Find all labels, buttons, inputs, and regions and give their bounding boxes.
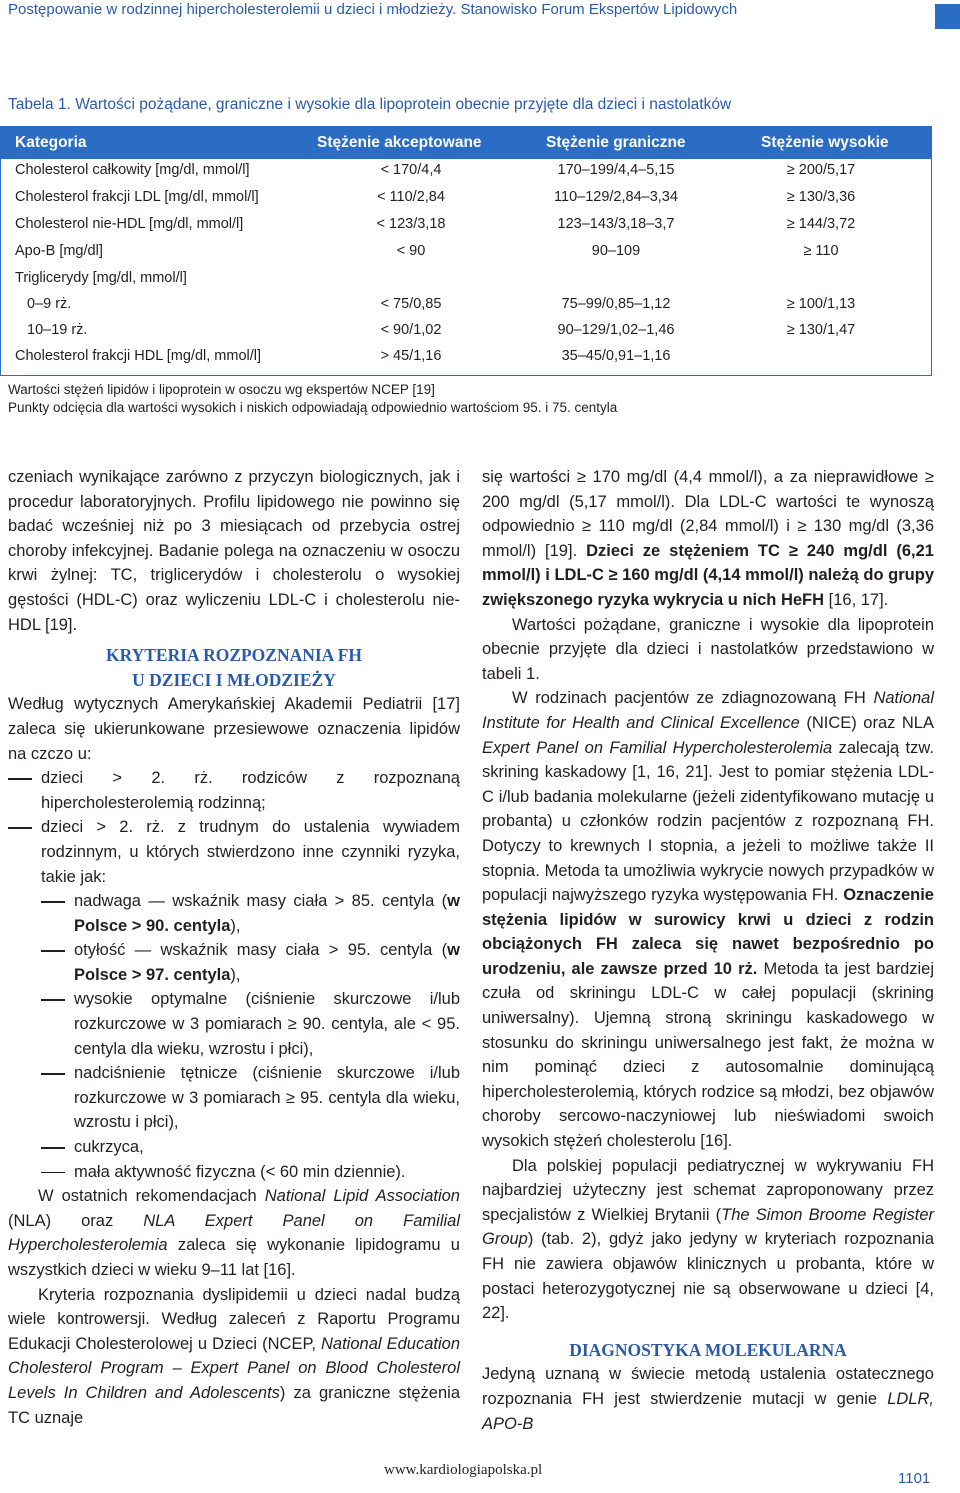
text: nadwaga — wskaźnik masy ciała > 85. centyla (	[74, 892, 448, 911]
italic-text: Expert Panel on Familial Hypercholesterolemia	[482, 738, 833, 757]
table-cell: 90–129/1,02–1,46	[557, 322, 675, 338]
bold-text: Dzieci ze stężeniem TC ≥ 240 mg/dl (6,21 mmol/l) i LDL-C ≥ 160 mg/dl (4,14 mmol/l) należą do grupy zwiększonego ryzyka wykrycia u nich HeFH	[482, 541, 934, 609]
text: zalecają tzw. skrining kaskadowy [1, 16, 21]. Jest to pomiar stężenia LDL-C i/lub badania molekularne (jeżeli zidentyfikowano mutację u probanta) u członków rodzin pacjentów z rozpoznaną FH. Dotyczy to krewnych I stopnia, a jeżeli to możliwe także II stopnia. Metoda ta umożliwia wykrycie nowych przypadków w populacji najwyższego ryzyka występowania FH.	[482, 738, 934, 905]
bold-text: Oznaczenie stężenia lipidów w surowicy krwi u dzieci z rodzin obciążonych FH zaleca się nawet bezpośrednio po urodzeniu, ale zawsze przed 10 rż.	[482, 886, 934, 978]
text: Kryteria rozpoznania dyslipidemii u dzieci nadal budzą wiele kontrowersji. Według zaleceń z Raportu Programu Edukacji Cholesterolowej u Dzieci (NCEP,	[8, 1285, 460, 1353]
table-cell: < 90	[396, 243, 426, 259]
text: ) za graniczne stężenia TC uznaje	[8, 1383, 460, 1427]
table-cell: ≥ 130/3,36	[786, 189, 856, 205]
italic-text: LDLR, APO-B	[482, 1389, 934, 1433]
table-cell: 10–19 rż.	[27, 322, 88, 338]
paragraph	[482, 1154, 934, 1326]
section-heading	[8, 643, 460, 692]
lipid-table	[0, 126, 932, 376]
table-cell: ≥ 200/5,17	[786, 162, 856, 178]
paragraph	[482, 1362, 934, 1436]
table-cell: 123–143/3,18–3,7	[557, 216, 675, 232]
table-row	[1, 293, 931, 319]
paragraph: Wartości pożądane, graniczne i wysokie dla lipoprotein obecnie przyjęte dla dzieci i nastolatków przedstawiono w tabeli 1.	[482, 615, 934, 683]
heading-line: KRYTERIA ROZPOZNANIA FH	[105, 645, 363, 666]
table-header-borderline: Stężenie graniczne	[546, 134, 686, 151]
table-notes	[8, 381, 617, 417]
table-cell: < 170/4,4	[380, 162, 442, 178]
text: Metoda ta jest bardziej czuła od skriningu LDL-C w całej populacji (skrining uniwersalny). Ujemną stroną skriningu kaskadowego w stosunku do skriningu uniwersalnego jest fakt, że można w nim pominąć dzieci z autosomalnie dominującą hipercholesterolemią, których rodzice są młodzi, bez objawów choroby sercowo-naczyniowej lub nieświadomi swoich wysokich stężeń cholesterolu [16].	[482, 959, 935, 1151]
text: ) (tab. 2), gdyż jako jedyny w kryteriach rozpoznania FH nie zawiera objawów klinicznych u probanta, które w postaci heterozygotycznej nie są obserwowane u dzieci [4, 22].	[482, 1230, 934, 1323]
text: zaleca się wykonanie lipidogramu u wszystkich dzieci w wieku 9–11 lat [16].	[8, 1236, 460, 1279]
table-cell: < 110/2,84	[377, 189, 445, 205]
table-row	[1, 267, 931, 293]
bold-text: w Polsce > 90. centyla	[74, 892, 460, 935]
italic-text: National Institute for Health and Clinical Excellence	[482, 689, 934, 732]
table-cell: 75–99/0,85–1,12	[561, 296, 671, 312]
text: W ostatnich rekomendacjach	[38, 1187, 265, 1206]
table-cell: Cholesterol frakcji LDL [mg/dl, mmol/l]	[15, 189, 259, 205]
running-header: Postępowanie w rodzinnej hipercholesterolemii u dzieci i młodzieży. Stanowisko Forum Ekspertów Lipidowych	[8, 1, 738, 18]
text: [16, 17].	[824, 590, 889, 609]
paragraph	[8, 1283, 460, 1431]
table-cell: 35–45/0,91–1,16	[561, 348, 671, 364]
table-row	[1, 159, 931, 185]
table-cell: Apo-B [mg/dl]	[15, 243, 103, 259]
table-header-acceptable: Stężenie akceptowane	[317, 134, 482, 151]
table-row	[1, 345, 931, 371]
table-cell: ≥ 100/1,13	[786, 296, 856, 312]
list-item: wysokie optymalne (ciśnienie skurczowe i/lub rozkurczowe w 3 pomiarach ≥ 90. centyla, ale < 95. centyla dla wieku, wzrostu i płci),	[8, 987, 460, 1061]
page-number: 1101	[898, 1470, 931, 1487]
corner-color-block	[935, 4, 960, 29]
table-cell: < 123/3,18	[376, 216, 446, 232]
table-caption: Tabela 1. Wartości pożądane, graniczne i wysokie dla lipoprotein obecnie przyjęte dla dzieci i nastolatków	[8, 96, 732, 113]
table-cell: ≥ 144/3,72	[786, 216, 856, 232]
table-header-high: Stężenie wysokie	[761, 134, 889, 151]
table-cell: > 45/1,16	[380, 348, 442, 364]
italic-text: The Simon Broome Register Group	[482, 1205, 934, 1249]
text: (NLA) oraz	[8, 1211, 144, 1230]
table-cell: Cholesterol nie-HDL [mg/dl, mmol/l]	[15, 216, 244, 232]
table-cell: 90–109	[591, 243, 641, 259]
italic-text: National Education Cholesterol Program – Expert Panel on Blood Cholesterol Levels In Children and Adolescents	[8, 1334, 460, 1402]
paragraph: Według wytycznych Amerykańskiej Akademii Pediatrii [17] zaleca się ukierunkowane przesiewowe oznaczenia lipidów na czczo u:	[8, 695, 460, 763]
table-cell: Cholesterol całkowity [mg/dl, mmol/l]	[15, 162, 250, 178]
table-cell: Triglicerydy [mg/dl, mmol/l]	[15, 270, 187, 286]
table-cell: < 75/0,85	[380, 296, 442, 312]
text: ),	[230, 916, 241, 935]
heading-line: U DZIECI I MŁODZIEŻY	[132, 669, 336, 690]
table-note: Wartości stężeń lipidów i lipoprotein w osoczu wg ekspertów NCEP [19]	[8, 382, 435, 397]
table-cell: 110–129/2,84–3,34	[554, 189, 678, 205]
paragraph	[482, 686, 934, 1153]
bold-text: w Polsce > 97. centyla	[74, 941, 460, 984]
paragraph	[8, 1184, 460, 1282]
list-item: mała aktywność fizyczna (< 60 min dziennie).	[8, 1160, 460, 1185]
text: (NICE) oraz NLA	[799, 713, 934, 732]
text: otyłość — wskaźnik masy ciała > 95. centyla (	[74, 941, 448, 960]
list-item: dzieci > 2. rż. z trudnym do ustalenia wywiadem rodzinnym, u których stwierdzono inne czynniki ryzyka, takie jak:	[8, 815, 460, 889]
text: się wartości ≥ 170 mg/dl (4,4 mmol/l), a za nieprawidłowe ≥ 200 mg/dl (5,17 mmol/l). Dla LDL-C wartości te wynoszą odpowiednio ≥ 110 mg/dl (2,84 mmol/l) i ≥ 130 mg/dl (3,36 mmol/l) [19].	[482, 468, 934, 560]
table-header-category: Kategoria	[15, 134, 87, 151]
table-cell: 0–9 rż.	[27, 296, 72, 312]
table-row	[1, 213, 931, 239]
left-column	[8, 465, 460, 1430]
list-item: dzieci > 2. rż. rodziców z rozpoznaną hipercholesterolemią rodzinną;	[8, 766, 460, 815]
table-cell: 170–199/4,4–5,15	[557, 162, 675, 178]
text: Jedyną uznaną w świecie metodą ustalenia ostatecznego rozpoznania FH jest stwierdzenie mutacji w genie	[482, 1365, 934, 1408]
list-item: cukrzyca,	[8, 1135, 460, 1160]
list-item	[8, 938, 460, 987]
text: ),	[230, 965, 241, 984]
table-row	[1, 319, 931, 345]
table-cell: < 90/1,02	[380, 322, 442, 338]
footer-url[interactable]: www.kardiologiapolska.pl	[384, 1462, 543, 1478]
list-item	[8, 889, 460, 938]
table-cell: ≥ 130/1,47	[786, 322, 856, 338]
table-row	[1, 240, 931, 266]
text: W rodzinach pacjentów ze zdiagnozowaną FH	[512, 689, 874, 708]
table-cell: Cholesterol frakcji HDL [mg/dl, mmol/l]	[15, 348, 262, 364]
italic-text: NLA Expert Panel on Familial Hypercholesterolemia	[8, 1211, 460, 1255]
table-header-row	[1, 127, 931, 159]
italic-text: National Lipid Association	[264, 1187, 460, 1206]
paragraph: czeniach wynikające zarówno z przyczyn biologicznych, jak i procedur laboratoryjnych. Profilu lipidowego nie powinno się badać wcześniej niż po 3 miesiącach od przebycia ostrej choroby infekcyjnej. Badanie polega na oznaczeniu w osoczu krwi żylnej: TC, triglicerydów i cholesterolu o wysokiej gęstości (HDL-C) oraz wyliczeniu LDL-C i cholesterolu nie-HDL [19].	[8, 468, 460, 634]
table-cell: ≥ 110	[803, 243, 839, 259]
section-heading: DIAGNOSTYKA MOLEKULARNA	[569, 1339, 847, 1360]
list-item: nadciśnienie tętnicze (ciśnienie skurczowe i/lub rozkurczowe w 3 pomiarach ≥ 95. centyla dla wieku, wzrostu i płci),	[8, 1061, 460, 1135]
right-column	[482, 465, 934, 1436]
table-row	[1, 186, 931, 212]
paragraph	[482, 465, 934, 613]
table-note: Punkty odcięcia dla wartości wysokich i niskich odpowiadają odpowiednio wartościom 95. i 75. centyla	[8, 400, 618, 415]
text: Dla polskiej populacji pediatrycznej w wykrywaniu FH najbardziej użyteczny jest schemat zaproponowany przez specjalistów z Wielkiej Brytanii (	[482, 1156, 934, 1224]
